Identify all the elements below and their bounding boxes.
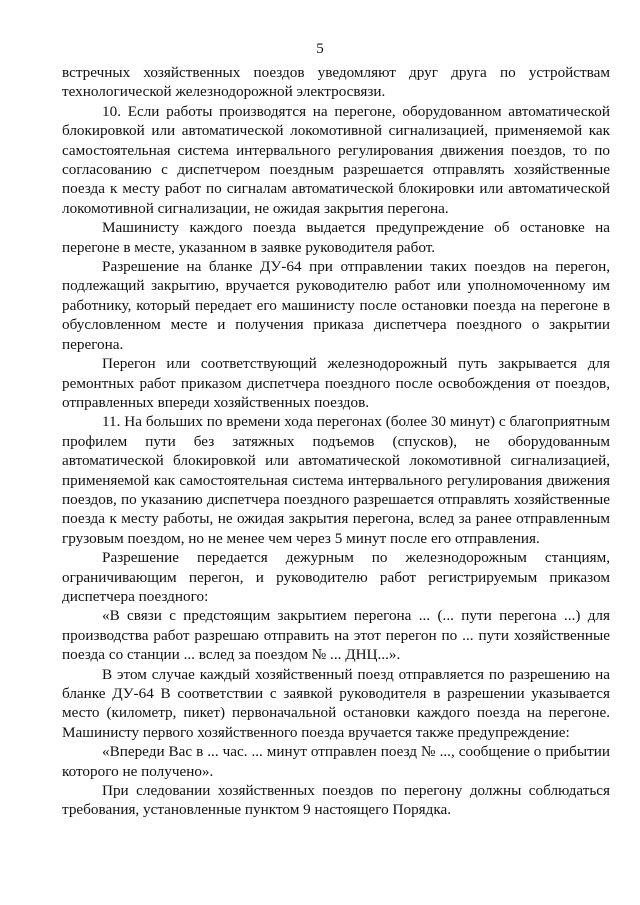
paragraph: 10. Если работы производятся на перегоне, оборудованном автоматической блокировкой или автоматической локомотивной сигнализацией, применяемой как самостоятельная система интервального регулирования движения поездов, то по согласованию с диспетчером поездным разрешается отправлять хозяйственные поезда к месту работ по сигналам автоматической блокировки или автоматической локомотивной сигнализации, не ожидая закрытия перегона. <box>62 102 610 217</box>
paragraph: Перегон или соответствующий железнодорожный путь закрывается для ремонтных работ приказом диспетчера поездного после освобождения от поездов, отправленных впереди хозяйственных поездов. <box>62 355 610 411</box>
paragraph: Разрешение на бланке ДУ-64 при отправлении таких поездов на перегон, подлежащий закрытию, вручается руководителю работ или уполномоченному им работнику, который передает его машинисту после остановки поезда на перегоне в обусловленном месте и получения приказа диспетчера поездного о закрытии перегона. <box>62 258 610 353</box>
page-number: 5 <box>316 41 324 57</box>
paragraph: Разрешение передается дежурным по железнодорожным станциям, ограничивающим перегон, и руководителю работ регистрируемым приказом диспетчера поездного: <box>62 549 610 605</box>
quoted-warning-text: «Впереди Вас в ... час. ... минут отправлен поезд № ..., сообщение о прибытии которого не получено». <box>62 743 610 780</box>
paragraph: Машинисту каждого поезда выдается предупреждение об остановке на перегоне в месте, указанном в заявке руководителя работ. <box>62 219 610 256</box>
document-body <box>62 63 610 820</box>
paragraph: В этом случае каждый хозяйственный поезд отправляется по разрешению на бланке ДУ-64 В соответствии с заявкой руководителя в разрешении указывается место (километр, пикет) первоначальной остановки каждого поезда на перегоне. Машинисту первого хозяйственного поезда вручается также предупреждение: <box>62 665 610 741</box>
paragraph: встречных хозяйственных поездов уведомляют друг друга по устройствам технологической железнодорожной электросвязи. <box>62 64 610 101</box>
quoted-order-text: «В связи с предстоящим закрытием перегона ... (... пути перегона ...) для производства работ разрешаю отправить на этот перегон по ... пути хозяйственные поезда со станции ... вслед за поездом № ... ДНЦ...». <box>62 607 610 664</box>
paragraph: 11. На больших по времени хода перегонах (более 30 минут) с благоприятным профилем пути без затяжных подъемов (спусков), не оборудованным автоматической блокировкой или автоматической локомотивной сигнализацией, применяемой как самостоятельная система интервального регулирования движения поездов, по указанию диспетчера поездного разрешается отправлять хозяйственные поезда к месту работы, не ожидая закрытия перегона, вслед за ранее отправленным грузовым поездом, но не менее чем через 5 минут после его отправления. <box>62 413 610 547</box>
paragraph: При следовании хозяйственных поездов по перегону должны соблюдаться требования, установленные пунктом 9 настоящего Порядка. <box>62 782 610 819</box>
